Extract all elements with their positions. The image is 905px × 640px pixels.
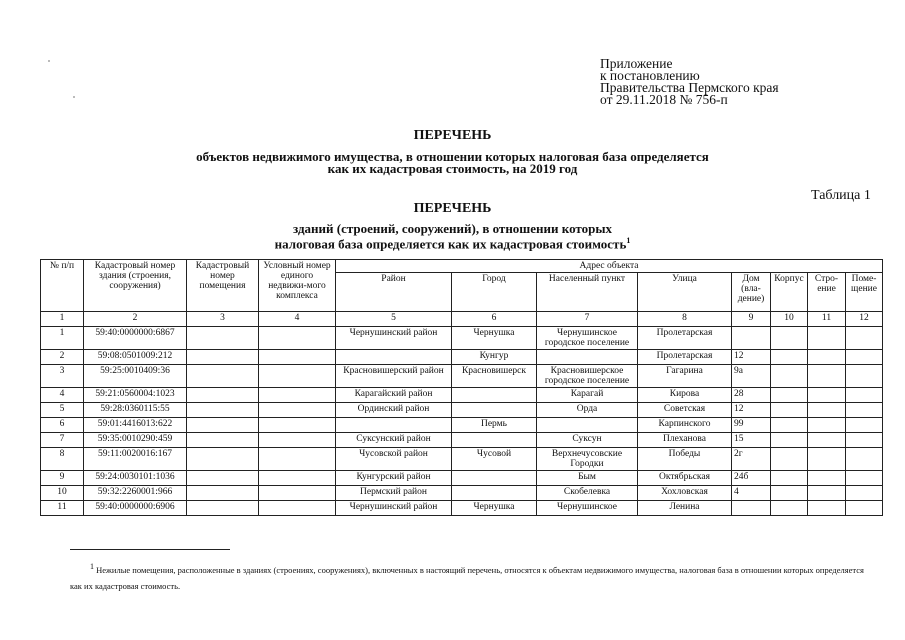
header-korpus: Корпус bbox=[771, 273, 808, 312]
table-row bbox=[41, 501, 883, 516]
cell-cadastral-room bbox=[187, 403, 259, 418]
cell-korpus bbox=[771, 327, 808, 350]
table-subtitle-text: налоговая база определяется как их кадастровая стоимость bbox=[274, 236, 627, 252]
cell-num: 9 bbox=[41, 471, 84, 486]
cell-conditional bbox=[259, 365, 336, 388]
table-body bbox=[41, 327, 883, 516]
cell-stroenie bbox=[808, 448, 846, 471]
cell-stroenie bbox=[808, 433, 846, 448]
column-number: 2 bbox=[84, 312, 187, 327]
column-number: 6 bbox=[452, 312, 537, 327]
cell-street: Кирова bbox=[638, 388, 732, 403]
appendix-line: Приложение bbox=[600, 56, 673, 71]
table-subtitle bbox=[0, 223, 905, 250]
table-row bbox=[41, 418, 883, 433]
cell-street: Советская bbox=[638, 403, 732, 418]
cell-conditional bbox=[259, 433, 336, 448]
cell-street: Гагарина bbox=[638, 365, 732, 388]
cell-city bbox=[452, 471, 537, 486]
cell-street: Пролетарская bbox=[638, 327, 732, 350]
cell-house: 4 bbox=[732, 486, 771, 501]
cell-stroenie bbox=[808, 403, 846, 418]
cell-district: Чернушинский район bbox=[336, 501, 452, 516]
cell-cadastral-building: 59:08:0501009:212 bbox=[84, 350, 187, 365]
cell-cadastral-building: 59:35:0010290:459 bbox=[84, 433, 187, 448]
header-city: Город bbox=[452, 273, 537, 312]
header-cadastral-building: Кадастровый номер здания (строения, сооружения) bbox=[84, 260, 187, 312]
cell-pomeshchenie bbox=[846, 486, 883, 501]
cell-stroenie bbox=[808, 327, 846, 350]
cell-cadastral-room bbox=[187, 448, 259, 471]
main-subtitle-line: как их кадастровая стоимость, на 2019 год bbox=[327, 161, 578, 176]
cell-settlement: Карагай bbox=[537, 388, 638, 403]
cell-district: Кунгурский район bbox=[336, 471, 452, 486]
cell-num: 5 bbox=[41, 403, 84, 418]
table-row bbox=[41, 448, 883, 471]
cell-cadastral-building: 59:11:0020016:167 bbox=[84, 448, 187, 471]
cell-cadastral-room bbox=[187, 471, 259, 486]
cell-conditional bbox=[259, 418, 336, 433]
cell-pomeshchenie bbox=[846, 418, 883, 433]
cell-district: Суксунский район bbox=[336, 433, 452, 448]
cell-settlement: Суксун bbox=[537, 433, 638, 448]
cell-cadastral-building: 59:25:0010409:36 bbox=[84, 365, 187, 388]
cell-settlement bbox=[537, 418, 638, 433]
appendix-block bbox=[600, 58, 779, 106]
cell-cadastral-room bbox=[187, 388, 259, 403]
cell-cadastral-room bbox=[187, 418, 259, 433]
cell-district: Чусовской район bbox=[336, 448, 452, 471]
cell-pomeshchenie bbox=[846, 365, 883, 388]
table-label: Таблица 1 bbox=[811, 188, 871, 203]
cell-street: Пролетарская bbox=[638, 350, 732, 365]
cell-korpus bbox=[771, 433, 808, 448]
main-subtitle bbox=[0, 151, 905, 175]
cell-conditional bbox=[259, 471, 336, 486]
table-subtitle-line bbox=[0, 235, 905, 250]
cell-cadastral-room bbox=[187, 365, 259, 388]
header-street: Улица bbox=[638, 273, 732, 312]
cell-pomeshchenie bbox=[846, 327, 883, 350]
table-row bbox=[41, 388, 883, 403]
cell-num: 10 bbox=[41, 486, 84, 501]
cell-num: 3 bbox=[41, 365, 84, 388]
footnote-text: Нежилые помещения, расположенные в зданиях (строениях, сооружениях), включенных в настоящий перечень, относятся к объектам недвижимого имущества, налоговая база в отношении которых определяется как их кадастровая стоимость. bbox=[70, 564, 864, 591]
table-row bbox=[41, 350, 883, 365]
cell-pomeshchenie bbox=[846, 388, 883, 403]
column-number: 3 bbox=[187, 312, 259, 327]
cell-city: Чернушка bbox=[452, 501, 537, 516]
cell-num: 2 bbox=[41, 350, 84, 365]
header-house: Дом (вла-дение) bbox=[732, 273, 771, 312]
cell-house: 28 bbox=[732, 388, 771, 403]
cell-num: 1 bbox=[41, 327, 84, 350]
table-row bbox=[41, 471, 883, 486]
cell-district: Чернушинский район bbox=[336, 327, 452, 350]
cell-pomeshchenie bbox=[846, 350, 883, 365]
cell-district: Пермский район bbox=[336, 486, 452, 501]
cell-city: Кунгур bbox=[452, 350, 537, 365]
header-district: Район bbox=[336, 273, 452, 312]
header-address: Адрес объекта bbox=[336, 260, 883, 273]
cell-city: Чусовой bbox=[452, 448, 537, 471]
cell-city: Пермь bbox=[452, 418, 537, 433]
cell-cadastral-building: 59:40:0000000:6867 bbox=[84, 327, 187, 350]
header-cadastral-room: Кадастровый номер помещения bbox=[187, 260, 259, 312]
cell-district: Красновишерский район bbox=[336, 365, 452, 388]
column-number: 5 bbox=[336, 312, 452, 327]
cell-cadastral-building: 59:21:0560004:1023 bbox=[84, 388, 187, 403]
cell-street: Ленина bbox=[638, 501, 732, 516]
table-subtitle-line: зданий (строений, сооружений), в отношении которых bbox=[292, 221, 613, 236]
cell-city bbox=[452, 403, 537, 418]
buildings-table bbox=[40, 259, 883, 516]
column-number: 8 bbox=[638, 312, 732, 327]
cell-cadastral-room bbox=[187, 486, 259, 501]
column-number: 11 bbox=[808, 312, 846, 327]
cell-district: Ординский район bbox=[336, 403, 452, 418]
table-title: ПЕРЕЧЕНЬ bbox=[413, 201, 492, 216]
header-stroenie: Стро-ение bbox=[808, 273, 846, 312]
cell-cadastral-building: 59:01:4416013:622 bbox=[84, 418, 187, 433]
header-settlement: Населенный пункт bbox=[537, 273, 638, 312]
header-conditional: Условный номер единого недвижи-мого комплекса bbox=[259, 260, 336, 312]
table-row bbox=[41, 327, 883, 350]
cell-korpus bbox=[771, 471, 808, 486]
cell-stroenie bbox=[808, 486, 846, 501]
cell-conditional bbox=[259, 486, 336, 501]
column-number: 1 bbox=[41, 312, 84, 327]
cell-cadastral-room bbox=[187, 327, 259, 350]
header-num: № п/п bbox=[41, 260, 84, 312]
cell-conditional bbox=[259, 448, 336, 471]
cell-settlement: Верхнечусовские Городки bbox=[537, 448, 638, 471]
cell-stroenie bbox=[808, 471, 846, 486]
cell-pomeshchenie bbox=[846, 501, 883, 516]
cell-pomeshchenie bbox=[846, 471, 883, 486]
scan-speck bbox=[73, 96, 75, 98]
column-number: 10 bbox=[771, 312, 808, 327]
cell-district bbox=[336, 418, 452, 433]
cell-city: Чернушка bbox=[452, 327, 537, 350]
cell-house: 15 bbox=[732, 433, 771, 448]
column-number: 9 bbox=[732, 312, 771, 327]
cell-settlement: Орда bbox=[537, 403, 638, 418]
cell-street: Хохловская bbox=[638, 486, 732, 501]
cell-korpus bbox=[771, 448, 808, 471]
cell-conditional bbox=[259, 501, 336, 516]
cell-city: Красновишерск bbox=[452, 365, 537, 388]
cell-cadastral-room bbox=[187, 433, 259, 448]
cell-stroenie bbox=[808, 350, 846, 365]
header-pomeshchenie: Поме-щение bbox=[846, 273, 883, 312]
cell-cadastral-building: 59:24:0030101:1036 bbox=[84, 471, 187, 486]
cell-street: Победы bbox=[638, 448, 732, 471]
cell-settlement: Чернушинское bbox=[537, 501, 638, 516]
cell-house: 99 bbox=[732, 418, 771, 433]
cell-num: 6 bbox=[41, 418, 84, 433]
cell-city bbox=[452, 486, 537, 501]
cell-house bbox=[732, 501, 771, 516]
cell-pomeshchenie bbox=[846, 403, 883, 418]
table-row bbox=[41, 365, 883, 388]
cell-settlement: Красновишерское городское поселение bbox=[537, 365, 638, 388]
cell-num: 8 bbox=[41, 448, 84, 471]
table-row bbox=[41, 433, 883, 448]
cell-stroenie bbox=[808, 418, 846, 433]
cell-pomeshchenie bbox=[846, 433, 883, 448]
cell-district bbox=[336, 350, 452, 365]
cell-street: Октябрьская bbox=[638, 471, 732, 486]
cell-city bbox=[452, 433, 537, 448]
cell-house: 12 bbox=[732, 403, 771, 418]
table-row bbox=[41, 486, 883, 501]
footnote-number: 1 bbox=[90, 562, 94, 571]
cell-street: Карпинского bbox=[638, 418, 732, 433]
cell-house: 12 bbox=[732, 350, 771, 365]
cell-house: 2г bbox=[732, 448, 771, 471]
cell-korpus bbox=[771, 403, 808, 418]
cell-cadastral-building: 59:32:2260001:966 bbox=[84, 486, 187, 501]
cell-korpus bbox=[771, 501, 808, 516]
footnote bbox=[70, 559, 870, 594]
cell-korpus bbox=[771, 486, 808, 501]
cell-korpus bbox=[771, 388, 808, 403]
cell-stroenie bbox=[808, 388, 846, 403]
cell-settlement bbox=[537, 350, 638, 365]
cell-korpus bbox=[771, 365, 808, 388]
column-number-row bbox=[41, 312, 883, 327]
cell-num: 11 bbox=[41, 501, 84, 516]
appendix-line: Правительства Пермского края bbox=[600, 80, 779, 95]
footnote-mark: 1 bbox=[626, 236, 631, 245]
cell-stroenie bbox=[808, 501, 846, 516]
cell-settlement: Скобелевка bbox=[537, 486, 638, 501]
cell-house: 24б bbox=[732, 471, 771, 486]
cell-cadastral-building: 59:40:0000000:6906 bbox=[84, 501, 187, 516]
cell-cadastral-building: 59:28:0360115:55 bbox=[84, 403, 187, 418]
cell-korpus bbox=[771, 350, 808, 365]
cell-pomeshchenie bbox=[846, 448, 883, 471]
column-number: 12 bbox=[846, 312, 883, 327]
cell-conditional bbox=[259, 403, 336, 418]
cell-cadastral-room bbox=[187, 501, 259, 516]
cell-num: 4 bbox=[41, 388, 84, 403]
cell-conditional bbox=[259, 388, 336, 403]
cell-conditional bbox=[259, 327, 336, 350]
column-number: 7 bbox=[537, 312, 638, 327]
cell-city bbox=[452, 388, 537, 403]
cell-korpus bbox=[771, 418, 808, 433]
appendix-line: от 29.11.2018 № 756-п bbox=[600, 92, 728, 107]
cell-house bbox=[732, 327, 771, 350]
main-title: ПЕРЕЧЕНЬ bbox=[413, 128, 492, 143]
footnote-separator bbox=[70, 549, 230, 550]
appendix-line: к постановлению bbox=[600, 68, 700, 83]
main-subtitle-line: объектов недвижимого имущества, в отношении которых налоговая база определяется bbox=[196, 149, 709, 164]
cell-district: Карагайский район bbox=[336, 388, 452, 403]
cell-num: 7 bbox=[41, 433, 84, 448]
cell-conditional bbox=[259, 350, 336, 365]
cell-street: Плеханова bbox=[638, 433, 732, 448]
cell-cadastral-room bbox=[187, 350, 259, 365]
cell-settlement: Чернушинское городское поселение bbox=[537, 327, 638, 350]
header-row bbox=[41, 260, 883, 273]
scan-speck bbox=[48, 60, 50, 62]
cell-stroenie bbox=[808, 365, 846, 388]
cell-settlement: Бым bbox=[537, 471, 638, 486]
column-number: 4 bbox=[259, 312, 336, 327]
cell-house: 9а bbox=[732, 365, 771, 388]
table-row bbox=[41, 403, 883, 418]
